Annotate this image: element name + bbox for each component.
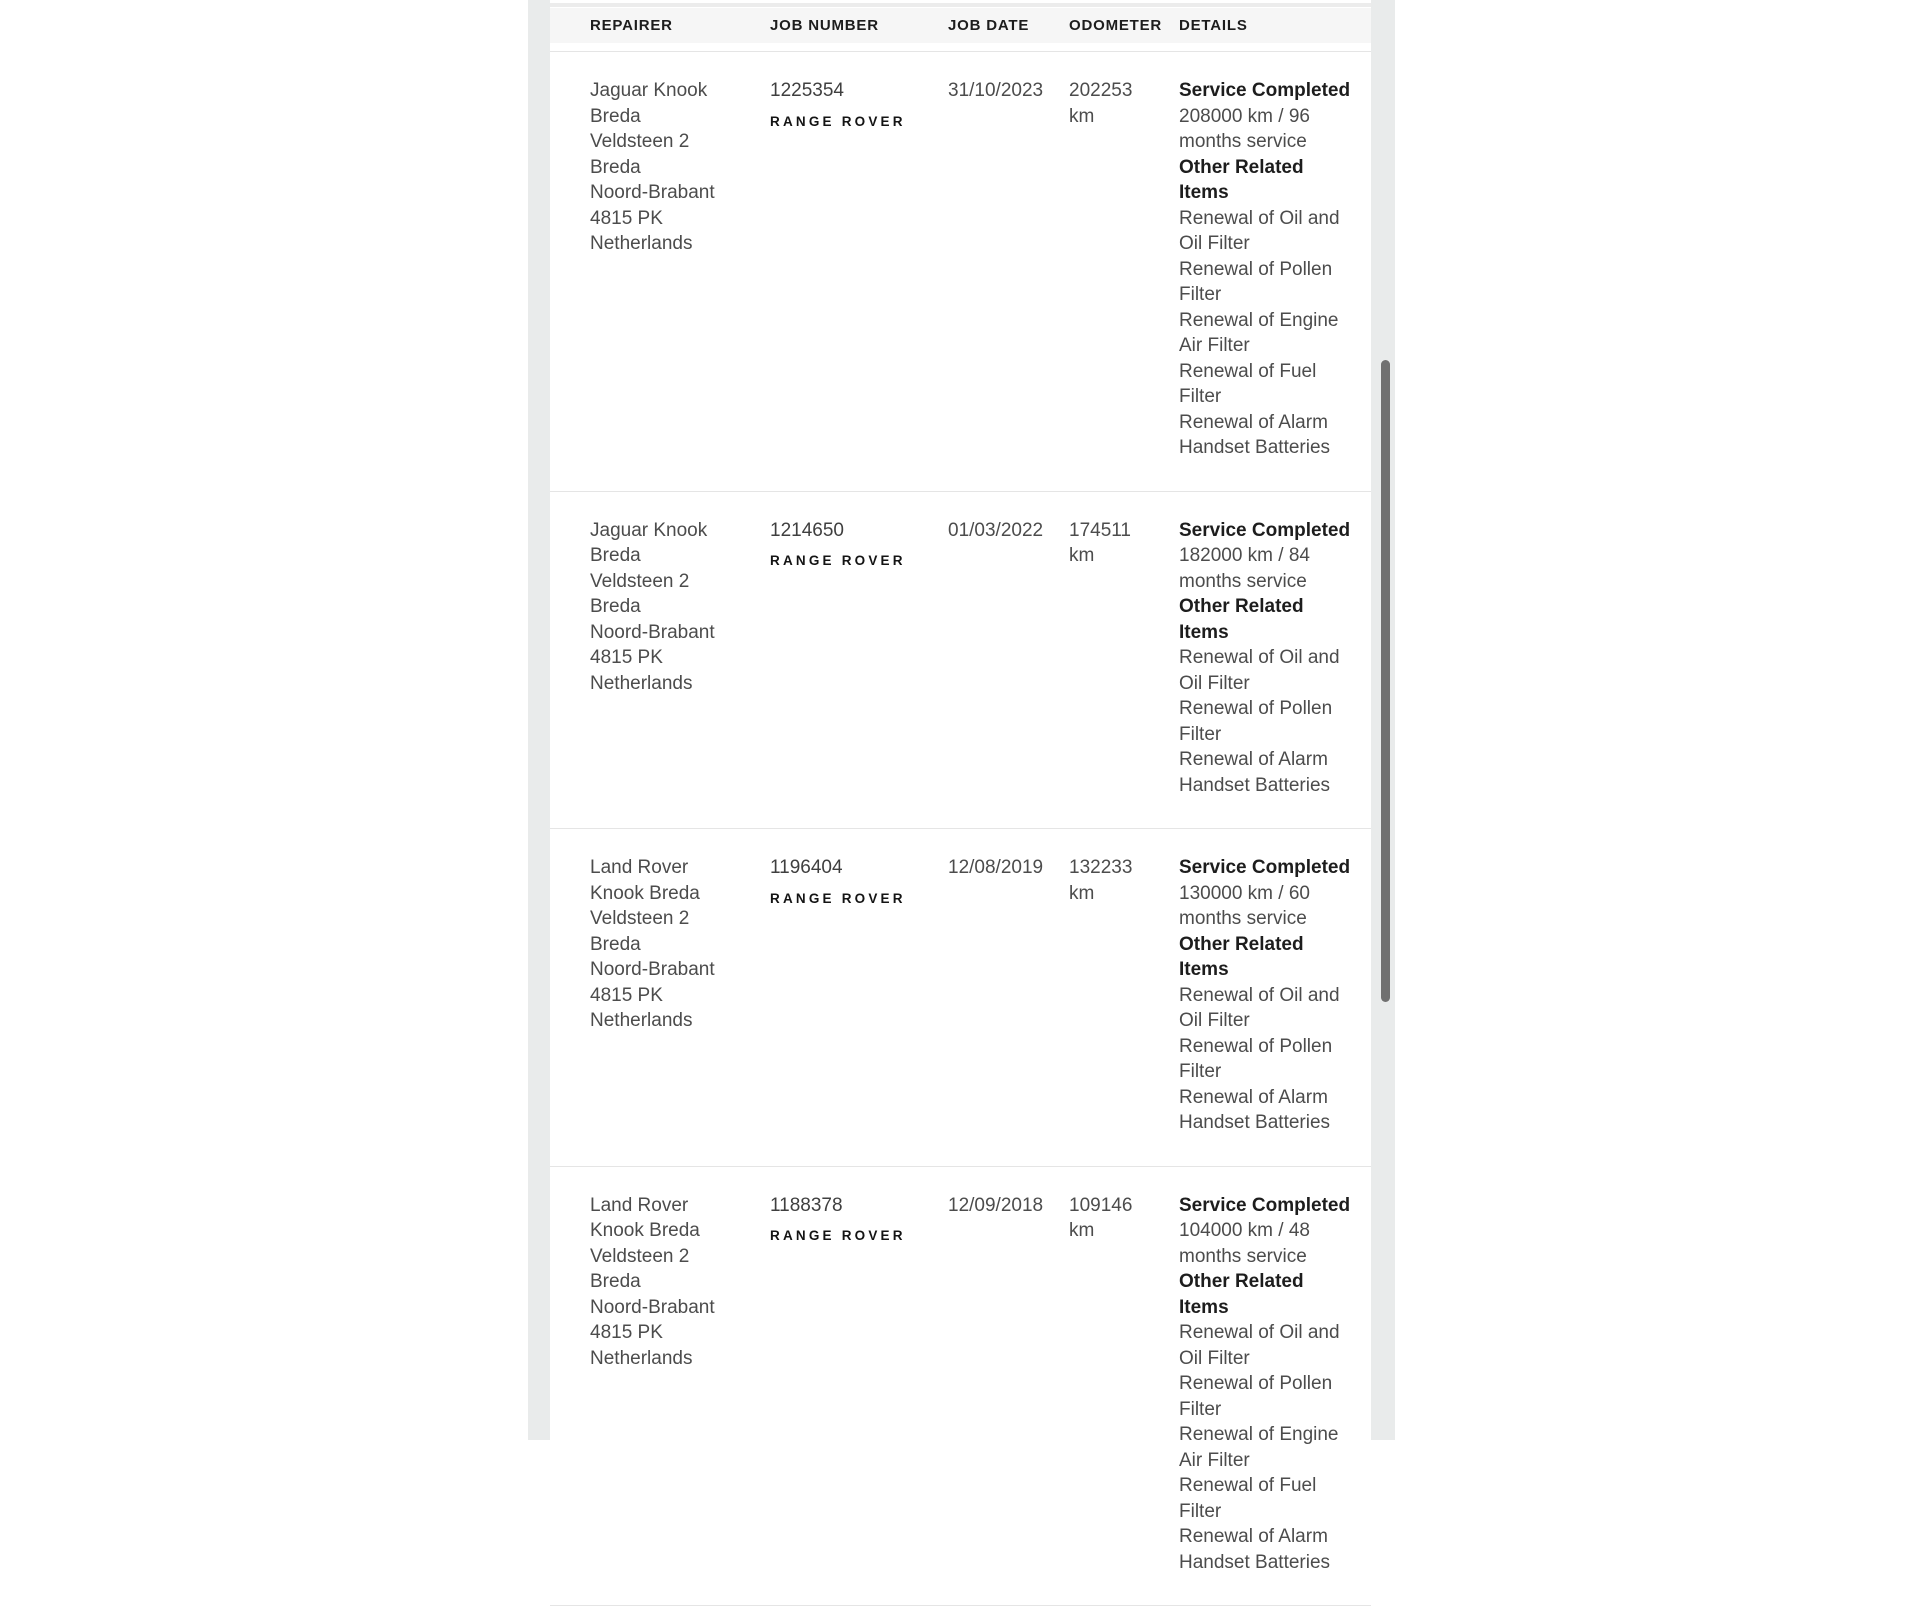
odometer-value: 132233 [1069, 857, 1133, 878]
odometer-cell [1069, 855, 1179, 1136]
column-header-repairer: REPAIRER [590, 17, 673, 34]
column-header-job-number: JOB NUMBER [770, 17, 879, 34]
repairer-line: Breda [590, 933, 641, 955]
details-cell [1179, 518, 1359, 799]
related-item: Renewal of Alarm Handset Batteries [1179, 411, 1331, 458]
related-items-list [1179, 1320, 1355, 1575]
related-item: Renewal of Oil and Oil Filter [1179, 984, 1340, 1031]
job-number: 1196404 [770, 857, 843, 878]
column-header-job-date: JOB DATE [948, 17, 1030, 34]
related-item: Renewal of Pollen Filter [1179, 1035, 1333, 1082]
service-status: Service Completed [1179, 519, 1351, 541]
column-header-details: DETAILS [1179, 17, 1248, 34]
details-cell [1179, 1193, 1359, 1576]
related-item: Renewal of Engine Air Filter [1179, 309, 1339, 356]
top-divider-line [528, 3, 1395, 7]
related-item: Renewal of Oil and Oil Filter [1179, 647, 1340, 694]
repairer-line: 4815 PK [590, 984, 663, 1006]
range-rover-wordmark: RANGE ROVER [770, 113, 906, 129]
related-item: Renewal of Alarm Handset Batteries [1179, 1086, 1331, 1133]
job-number-cell [770, 78, 948, 461]
odometer-value: 202253 [1069, 80, 1133, 101]
related-item: Renewal of Fuel Filter [1179, 1475, 1317, 1522]
table-row [550, 828, 1371, 1166]
repairer-line: Veldsteen 2 [590, 908, 690, 929]
odometer-value: 174511 [1069, 519, 1131, 541]
repairer-line: Breda [590, 156, 641, 178]
odometer-unit: km [1069, 882, 1095, 904]
repairer-line: Noord-Brabant [590, 959, 715, 980]
repairer-line: Netherlands [590, 1010, 693, 1031]
column-header-odometer: ODOMETER [1069, 17, 1163, 34]
job-number: 1188378 [770, 1194, 843, 1216]
repairer-line: Veldsteen 2 [590, 131, 690, 152]
related-items-list [1179, 645, 1355, 798]
service-interval: 130000 km / 60 months service [1179, 882, 1310, 929]
repairer-line: Veldsteen 2 [590, 1245, 690, 1267]
repairer-line: Noord-Brabant [590, 182, 715, 203]
odometer-unit: km [1069, 1220, 1095, 1241]
repairer-line: Land Rover Knook Breda [590, 1194, 700, 1241]
repairer-line: 4815 PK [590, 647, 663, 668]
related-item: Renewal of Pollen Filter [1179, 698, 1333, 745]
service-history-table [550, 8, 1371, 1606]
related-item: Renewal of Pollen Filter [1179, 1373, 1333, 1420]
service-interval: 208000 km / 96 months service [1179, 105, 1310, 152]
service-interval: 104000 km / 48 months service [1179, 1220, 1310, 1267]
range-rover-wordmark: RANGE ROVER [770, 1228, 906, 1243]
table-row [550, 1166, 1371, 1606]
related-item: Renewal of Alarm Handset Batteries [1179, 749, 1331, 796]
table-header-row [550, 8, 1371, 43]
odometer-unit: km [1069, 545, 1095, 566]
repairer-line: Noord-Brabant [590, 1296, 715, 1318]
repairer-cell [590, 78, 750, 461]
details-cell [1179, 855, 1359, 1136]
details-cell [1179, 78, 1359, 461]
repairer-line: Breda [590, 1271, 641, 1292]
related-items-list [1179, 206, 1355, 461]
table-row [550, 51, 1371, 491]
repairer-line: 4815 PK [590, 207, 663, 229]
job-date: 12/08/2019 [948, 857, 1044, 878]
scrollbar-thumb[interactable] [1381, 360, 1390, 1002]
related-item: Renewal of Pollen Filter [1179, 258, 1333, 305]
repairer-line: Jaguar Knook Breda [590, 80, 708, 127]
repairer-line: Jaguar Knook Breda [590, 519, 708, 566]
repairer-line: Netherlands [590, 672, 693, 694]
related-items-heading: Other Related Items [1179, 156, 1304, 203]
left-scrollbar-track[interactable] [528, 0, 550, 1440]
job-number-cell [770, 1193, 948, 1576]
repairer-line: Breda [590, 596, 641, 617]
job-date: 12/09/2018 [948, 1194, 1044, 1216]
related-item: Renewal of Oil and Oil Filter [1179, 1322, 1340, 1369]
related-item: Renewal of Alarm Handset Batteries [1179, 1526, 1331, 1573]
repairer-line: Land Rover Knook Breda [590, 857, 700, 904]
repairer-cell [590, 518, 750, 799]
job-number-cell [770, 518, 948, 799]
job-number: 1214650 [770, 519, 844, 541]
job-date: 01/03/2022 [948, 519, 1044, 541]
service-status: Service Completed [1179, 1194, 1351, 1216]
odometer-cell [1069, 518, 1179, 799]
repairer-line: Netherlands [590, 233, 693, 254]
service-status: Service Completed [1179, 857, 1351, 878]
odometer-value: 109146 [1069, 1194, 1133, 1216]
repairer-cell [590, 1193, 750, 1576]
related-items-heading: Other Related Items [1179, 596, 1304, 643]
service-interval: 182000 km / 84 months service [1179, 545, 1310, 592]
related-item: Renewal of Oil and Oil Filter [1179, 207, 1340, 254]
job-number-cell [770, 855, 948, 1136]
range-rover-wordmark: RANGE ROVER [770, 890, 906, 906]
service-status: Service Completed [1179, 80, 1351, 101]
odometer-cell [1069, 78, 1179, 461]
job-date: 31/10/2023 [948, 80, 1044, 101]
repairer-line: Noord-Brabant [590, 621, 715, 643]
range-rover-wordmark: RANGE ROVER [770, 553, 906, 568]
odometer-cell [1069, 1193, 1179, 1576]
related-item: Renewal of Fuel Filter [1179, 360, 1317, 407]
related-items-list [1179, 983, 1355, 1136]
related-items-heading: Other Related Items [1179, 1271, 1304, 1318]
related-item: Renewal of Engine Air Filter [1179, 1424, 1339, 1471]
repairer-cell [590, 855, 750, 1136]
job-number: 1225354 [770, 80, 844, 101]
repairer-line: Veldsteen 2 [590, 570, 690, 592]
repairer-line: 4815 PK [590, 1322, 663, 1343]
repairer-line: Netherlands [590, 1347, 693, 1369]
odometer-unit: km [1069, 105, 1095, 127]
table-row [550, 491, 1371, 829]
table-body [550, 51, 1371, 1606]
related-items-heading: Other Related Items [1179, 933, 1304, 980]
